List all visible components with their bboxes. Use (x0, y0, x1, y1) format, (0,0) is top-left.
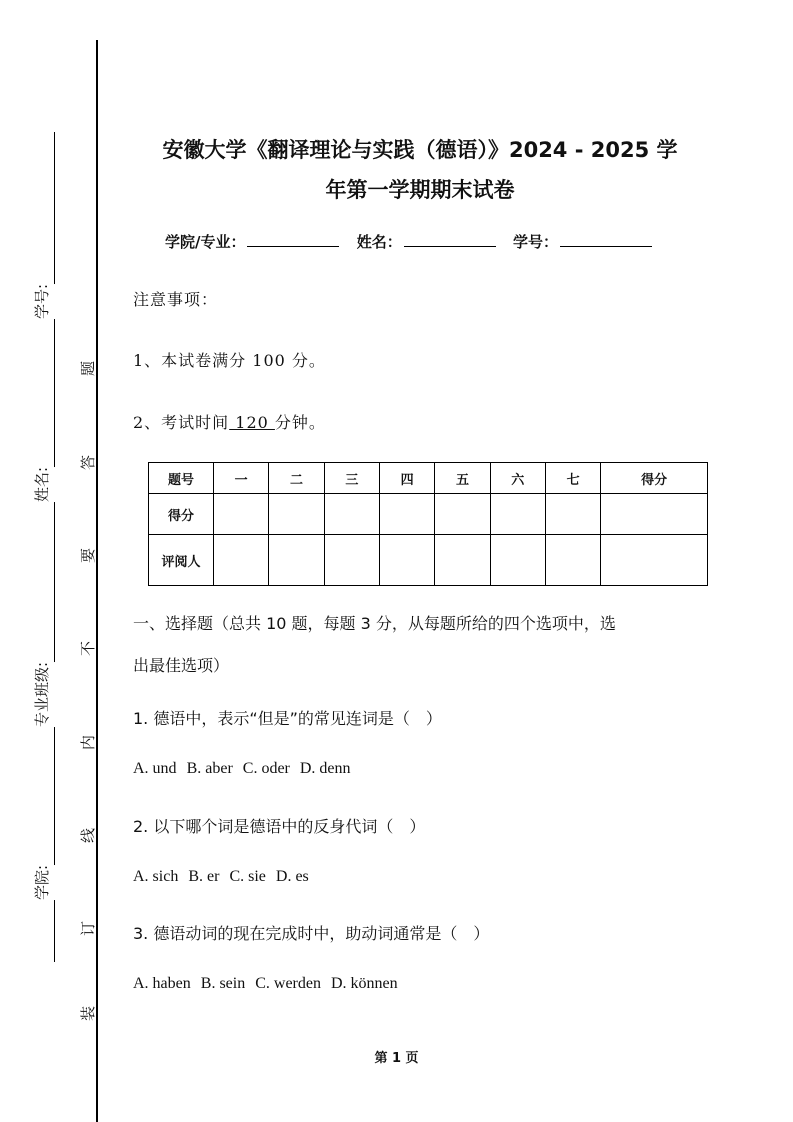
page-number: 第 1 页 (374, 1051, 419, 1066)
table-cell (324, 535, 379, 586)
table-header: 三 (324, 463, 379, 494)
option: D. es (275, 868, 309, 885)
option: C. werden (255, 975, 321, 992)
name-label: 姓名: (27, 467, 56, 502)
note-item: 1、本试卷满分 100 分。 (133, 351, 326, 370)
option: B. aber (186, 760, 233, 777)
seal-char: 题 (79, 360, 98, 377)
table-cell (214, 494, 269, 535)
table-cell (490, 494, 545, 535)
seal-char: 答 (79, 454, 98, 471)
name-field[interactable] (404, 232, 496, 247)
table-cell (379, 535, 434, 586)
question: 1. 德语中，表示“但是”的常见连词是（ ） (133, 709, 442, 728)
options-row (133, 760, 361, 778)
table-header: 得分 (601, 463, 708, 494)
table-cell (269, 494, 324, 535)
exam-duration: 120 (229, 413, 275, 432)
table-cell (435, 535, 490, 586)
option: C. sie (229, 868, 266, 885)
section-heading: 出最佳选项） (133, 656, 230, 675)
options-row (133, 975, 408, 993)
college-major-label: 学院/专业： (165, 233, 246, 251)
table-cell (379, 494, 434, 535)
option: A. und (133, 760, 177, 777)
note-text: 分钟。 (274, 413, 326, 432)
table-cell (435, 494, 490, 535)
option: D. denn (299, 760, 351, 777)
notes-heading: 注意事项： (133, 290, 219, 309)
table-cell (490, 535, 545, 586)
table-cell (545, 494, 600, 535)
seal-char: 内 (79, 734, 98, 751)
row-label: 评阅人 (149, 535, 214, 586)
binding-line (54, 132, 55, 962)
table-header: 六 (490, 463, 545, 494)
note-text: 2、考试时间 (133, 413, 230, 432)
table-cell (601, 494, 708, 535)
student-id-label: 学号: (27, 284, 56, 319)
seal-char: 订 (79, 920, 98, 937)
seal-char: 要 (79, 547, 98, 564)
seal-char: 装 (79, 1005, 98, 1022)
seal-char: 不 (79, 640, 98, 657)
question: 3. 德语动词的现在完成时中，助动词通常是（ ） (133, 924, 490, 943)
table-cell (601, 535, 708, 586)
option: B. er (188, 868, 220, 885)
student-info-row (165, 231, 664, 252)
exam-title-line1: 安徽大学《翻译理论与实践（德语）》2024 - 2025 学 (162, 138, 678, 162)
option: C. oder (242, 760, 290, 777)
table-header: 题号 (149, 463, 214, 494)
question: 2. 以下哪个词是德语中的反身代词（ ） (133, 817, 426, 836)
option: B. sein (200, 975, 246, 992)
note-item (133, 410, 326, 433)
college-major-field[interactable] (247, 232, 339, 247)
row-label: 得分 (149, 494, 214, 535)
student-id-field[interactable] (560, 232, 652, 247)
margin-rule (96, 40, 98, 1122)
table-cell (324, 494, 379, 535)
table-cell (545, 535, 600, 586)
option: A. haben (133, 975, 191, 992)
table-header-row (149, 463, 708, 494)
section-heading: 一、选择题（总共 10 题，每题 3 分，从每题所给的四个选项中，选 (133, 614, 616, 633)
college-label: 学院: (27, 865, 56, 900)
option: D. können (330, 975, 398, 992)
major-class-label: 专业班级: (27, 662, 56, 727)
score-table (148, 462, 708, 586)
name-label: 姓名： (356, 233, 402, 251)
option: A. sich (133, 868, 179, 885)
seal-char: 线 (79, 827, 98, 844)
exam-title-line2: 年第一学期期末试卷 (325, 178, 515, 202)
table-row (149, 535, 708, 586)
student-id-label: 学号： (512, 233, 558, 251)
options-row (133, 868, 319, 886)
table-cell (214, 535, 269, 586)
table-header: 一 (214, 463, 269, 494)
table-header: 四 (379, 463, 434, 494)
table-header: 七 (545, 463, 600, 494)
table-cell (269, 535, 324, 586)
table-row (149, 494, 708, 535)
table-header: 二 (269, 463, 324, 494)
table-header: 五 (435, 463, 490, 494)
